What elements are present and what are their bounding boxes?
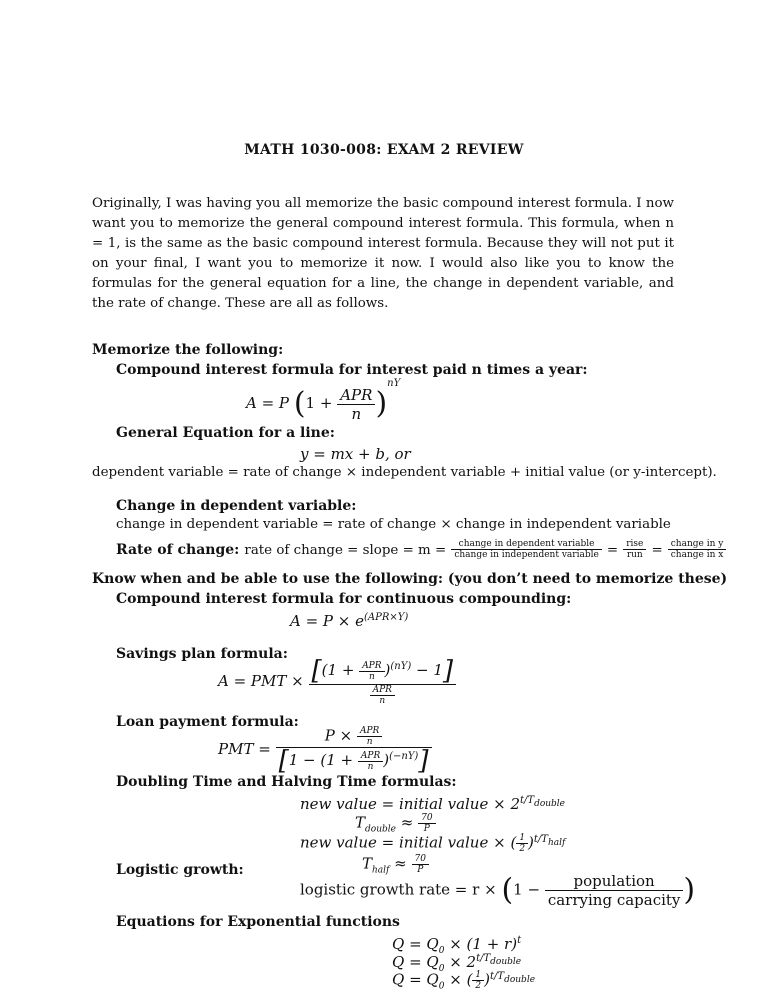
loan-lhs: PMT =: [218, 740, 271, 758]
change-description: change in dependent variable = rate of change × change in independent variable: [116, 517, 671, 532]
logistic-formula: logistic growth rate = r × (1 − $\frac{\text{population}}{\text{carrying capacity}}$ ): [300, 872, 696, 909]
page-title: MATH 1030-008: EXAM 2 REVIEW: [244, 142, 524, 158]
exponential-heading: Equations for Exponential functions: [116, 914, 400, 930]
rate-text: rate of change = slope = m =: [244, 543, 447, 558]
continuous-heading: Compound interest formula for continuous compounding:: [116, 591, 572, 607]
rate-fraction-3: $\frac{\text{change in y}}{\text{change in x}}$: [668, 539, 727, 560]
logistic-heading: Logistic growth:: [116, 862, 244, 878]
doubling-heading: Doubling Time and Halving Time formulas:: [116, 774, 457, 790]
exponential-eq-2: $Q = Q_0 \times 2^{t/Tdouble}$: [392, 953, 522, 974]
loan-heading: Loan payment formula:: [116, 714, 299, 730]
know-heading: Know when and be able to use the following: (you don’t need to memorize these): [92, 571, 728, 587]
loan-fraction: P × $\frac{\text{APR}}{n}$ [1 − (1 + $\frac{\text{APR}}{n}$ )$^{(-nY)}$]: [276, 726, 432, 774]
line-equation: y = mx + b, or: [300, 445, 411, 463]
rate-of-change-line: Rate of change: rate of change = slope = m = $\frac{\text{change in dependent variable}}{\text{change in independent variable}}$ = $\frac{\text{rise}}{\text{run}}$ = $\frac{\text{change in y}}{\text{change in x}}$: [116, 539, 726, 560]
compound-one: 1 +: [305, 394, 333, 412]
exponential-eq-1: $Q = Q_0 \times (1 + r)^t$: [392, 935, 522, 956]
rate-heading: Rate of change:: [116, 542, 240, 558]
line-heading: General Equation for a line:: [116, 425, 335, 441]
continuous-formula: $A = P \times e^{(APR\times Y)}$: [290, 612, 409, 630]
doubling-line-2: $T_{double}$ ≈ $\frac{70}{P}$: [355, 813, 436, 835]
loan-formula: [218, 726, 432, 774]
savings-heading: Savings plan formula:: [116, 646, 288, 662]
halving-line-1: new value = initial value × ( $\frac{1}{2}$ )$^{t/Thalf}$: [300, 833, 566, 854]
compound-fraction: $\frac{\text{APR}}{n}$: [337, 386, 375, 423]
logistic-fraction: $\frac{\text{population}}{\text{carrying capacity}}$: [545, 872, 684, 909]
rate-fraction-1: $\frac{\text{change in dependent variable}}{\text{change in independent variable}}$: [451, 539, 601, 560]
compound-lhs: A = P: [246, 394, 290, 412]
savings-formula: [218, 658, 456, 706]
line-description: dependent variable = rate of change × independent variable + initial value (or y-intercept).: [92, 465, 717, 480]
memorize-heading: Memorize the following:: [92, 342, 284, 358]
compound-heading: Compound interest formula for interest paid n times a year:: [116, 362, 588, 378]
savings-lhs: A = PMT ×: [218, 672, 304, 690]
halving-line-2: $T_{half}$ ≈ $\frac{70}{P}$: [362, 854, 429, 876]
doubling-line-1: new value = initial value × $2^{t/Tdouble}$: [300, 795, 566, 813]
exponential-eq-3: $Q = Q_0$ × ( $\frac{1}{2}$ )$^{t/Tdouble}$: [392, 970, 536, 992]
savings-fraction: [(1 + $\frac{\text{APR}}{n}$ )$^{(nY)}$ − 1] $\frac{\text{APR}}{n}$: [309, 658, 457, 706]
rate-fraction-2: $\frac{\text{rise}}{\text{run}}$: [623, 539, 646, 560]
intro-paragraph: Originally, I was having you all memorize the basic compound interest formula. I now want you to memorize the general compound interest formula. This formula, when n = 1, is the same as the basic compound interest formula. Because they will not put it on your final, I want you to memorize it now. I would also like you to know the formulas for the general equation for a line, the change in dependent variable, and the rate of change. These are all as follows.: [92, 196, 674, 311]
compound-exponent: nY: [387, 378, 401, 389]
compound-formula: A = P (1 + $\frac{\text{APR}}{n}$ )$^{nY}$: [246, 378, 401, 423]
continuous-exponent: (APR×Y): [364, 612, 409, 623]
change-heading: Change in dependent variable:: [116, 498, 357, 514]
